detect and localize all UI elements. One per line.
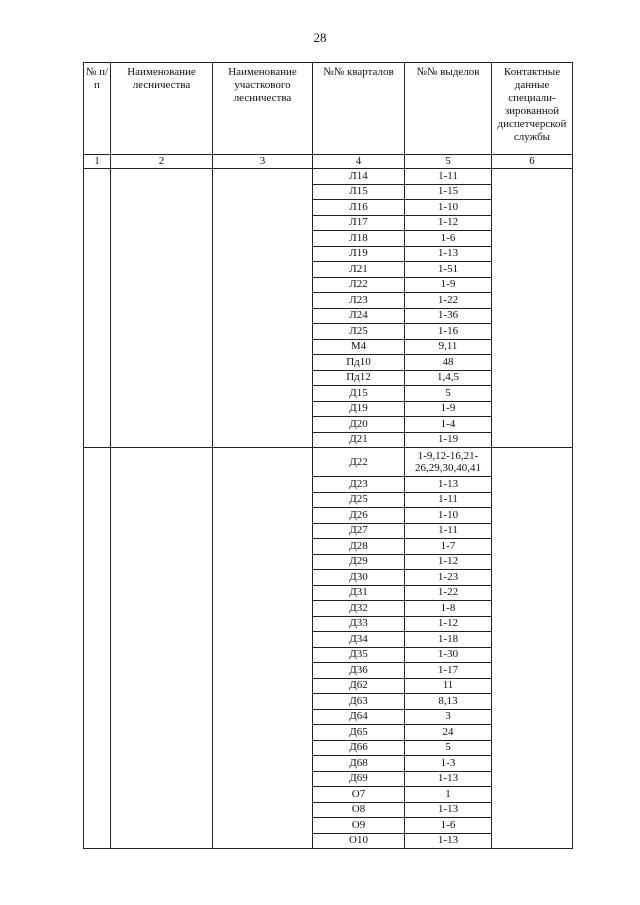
table-row: [84, 169, 573, 185]
quarter-cell: Д36: [313, 663, 405, 679]
section-cell: 1-10: [405, 200, 492, 216]
quarter-cell: Д32: [313, 601, 405, 617]
quarter-cell: Д64: [313, 709, 405, 725]
quarter-cell: Л16: [313, 200, 405, 216]
table-group: [84, 448, 573, 849]
section-cell: 1-22: [405, 585, 492, 601]
section-cell: 1-6: [405, 818, 492, 834]
section-cell: 11: [405, 678, 492, 694]
quarter-cell: Д63: [313, 694, 405, 710]
column-number: 4: [313, 155, 405, 169]
quarter-cell: Д68: [313, 756, 405, 772]
section-cell: 1-15: [405, 184, 492, 200]
section-cell: 1-11: [405, 492, 492, 508]
quarter-cell: Д15: [313, 386, 405, 402]
section-cell: 1-12: [405, 616, 492, 632]
quarter-cell: Л17: [313, 215, 405, 231]
page-number: 28: [313, 30, 327, 45]
section-cell: 1-36: [405, 308, 492, 324]
quarter-cell: Л19: [313, 246, 405, 262]
section-cell: 1-12: [405, 215, 492, 231]
col-number-cell: [84, 448, 111, 849]
section-cell: 1-11: [405, 169, 492, 185]
table-group: [84, 169, 573, 448]
quarter-cell: Л14: [313, 169, 405, 185]
quarter-cell: Л23: [313, 293, 405, 309]
contacts-cell: [492, 169, 573, 448]
quarter-cell: Д35: [313, 647, 405, 663]
section-cell: 1-10: [405, 508, 492, 524]
section-cell: 1-13: [405, 802, 492, 818]
section-cell: 1-13: [405, 833, 492, 849]
section-cell: 1-8: [405, 601, 492, 617]
section-cell: 1-7: [405, 539, 492, 555]
section-cell: 1-4: [405, 417, 492, 433]
column-number: 1: [84, 155, 111, 169]
section-cell: 5: [405, 740, 492, 756]
section-cell: 1-9: [405, 277, 492, 293]
quarter-cell: Д33: [313, 616, 405, 632]
district-forestry-cell: [213, 448, 313, 849]
quarter-cell: Д31: [313, 585, 405, 601]
section-cell: 8,13: [405, 694, 492, 710]
quarter-cell: О10: [313, 833, 405, 849]
forestry-cell: [111, 448, 213, 849]
quarter-cell: Л25: [313, 324, 405, 340]
quarter-cell: Д34: [313, 632, 405, 648]
quarter-cell: Д62: [313, 678, 405, 694]
column-number: 5: [405, 155, 492, 169]
quarter-cell: Д28: [313, 539, 405, 555]
forestry-cell: [111, 169, 213, 448]
section-cell: 9,11: [405, 339, 492, 355]
section-cell: 1-18: [405, 632, 492, 648]
section-cell: 1-19: [405, 432, 492, 448]
quarter-cell: М4: [313, 339, 405, 355]
header-number: № п/п: [84, 63, 111, 155]
quarter-cell: Д27: [313, 523, 405, 539]
quarter-cell: О8: [313, 802, 405, 818]
quarter-cell: О9: [313, 818, 405, 834]
header-sections: №№ выделов: [405, 63, 492, 155]
section-cell: 1-13: [405, 771, 492, 787]
table-row: [84, 448, 573, 477]
quarter-cell: Д22: [313, 448, 405, 477]
header-row: [84, 63, 573, 155]
forestry-table: [83, 62, 573, 849]
section-cell: 5: [405, 386, 492, 402]
section-cell: 1-12: [405, 554, 492, 570]
section-cell: 24: [405, 725, 492, 741]
quarter-cell: Д65: [313, 725, 405, 741]
section-cell: 1: [405, 787, 492, 803]
quarter-cell: Д66: [313, 740, 405, 756]
header-quarters: №№ кварталов: [313, 63, 405, 155]
quarter-cell: Л22: [313, 277, 405, 293]
section-cell: 1-51: [405, 262, 492, 278]
section-cell: 3: [405, 709, 492, 725]
quarter-cell: О7: [313, 787, 405, 803]
contacts-cell: [492, 448, 573, 849]
quarter-cell: Д23: [313, 477, 405, 493]
district-forestry-cell: [213, 169, 313, 448]
section-cell: 1-9: [405, 401, 492, 417]
quarter-cell: Д30: [313, 570, 405, 586]
quarter-cell: Д19: [313, 401, 405, 417]
quarter-cell: Л21: [313, 262, 405, 278]
section-cell: 1-13: [405, 477, 492, 493]
section-cell: 1-6: [405, 231, 492, 247]
quarter-cell: Д20: [313, 417, 405, 433]
quarter-cell: Д25: [313, 492, 405, 508]
section-cell: 48: [405, 355, 492, 371]
section-cell: 1-16: [405, 324, 492, 340]
section-cell: 1-11: [405, 523, 492, 539]
quarter-cell: Л24: [313, 308, 405, 324]
header-forestry: Наименование лесничества: [111, 63, 213, 155]
section-cell: 1-3: [405, 756, 492, 772]
quarter-cell: Пд10: [313, 355, 405, 371]
quarter-cell: Пд12: [313, 370, 405, 386]
header-contacts: Контактные данные специали-зированной диспетчерской службы: [492, 63, 573, 155]
section-cell: 1-13: [405, 246, 492, 262]
column-number-row: [84, 155, 573, 169]
quarter-cell: Д21: [313, 432, 405, 448]
section-cell: 1-30: [405, 647, 492, 663]
section-cell: 1-23: [405, 570, 492, 586]
column-number: 3: [213, 155, 313, 169]
section-cell: 1-9,12-16,21-26,29,30,40,41: [405, 448, 492, 477]
section-cell: 1-22: [405, 293, 492, 309]
quarter-cell: Д69: [313, 771, 405, 787]
section-cell: 1,4,5: [405, 370, 492, 386]
quarter-cell: Д29: [313, 554, 405, 570]
column-number: 6: [492, 155, 573, 169]
quarter-cell: Д26: [313, 508, 405, 524]
section-cell: 1-17: [405, 663, 492, 679]
header-district-forestry: Наименование участкового лесничества: [213, 63, 313, 155]
column-number: 2: [111, 155, 213, 169]
quarter-cell: Л15: [313, 184, 405, 200]
quarter-cell: Л18: [313, 231, 405, 247]
col-number-cell: [84, 169, 111, 448]
